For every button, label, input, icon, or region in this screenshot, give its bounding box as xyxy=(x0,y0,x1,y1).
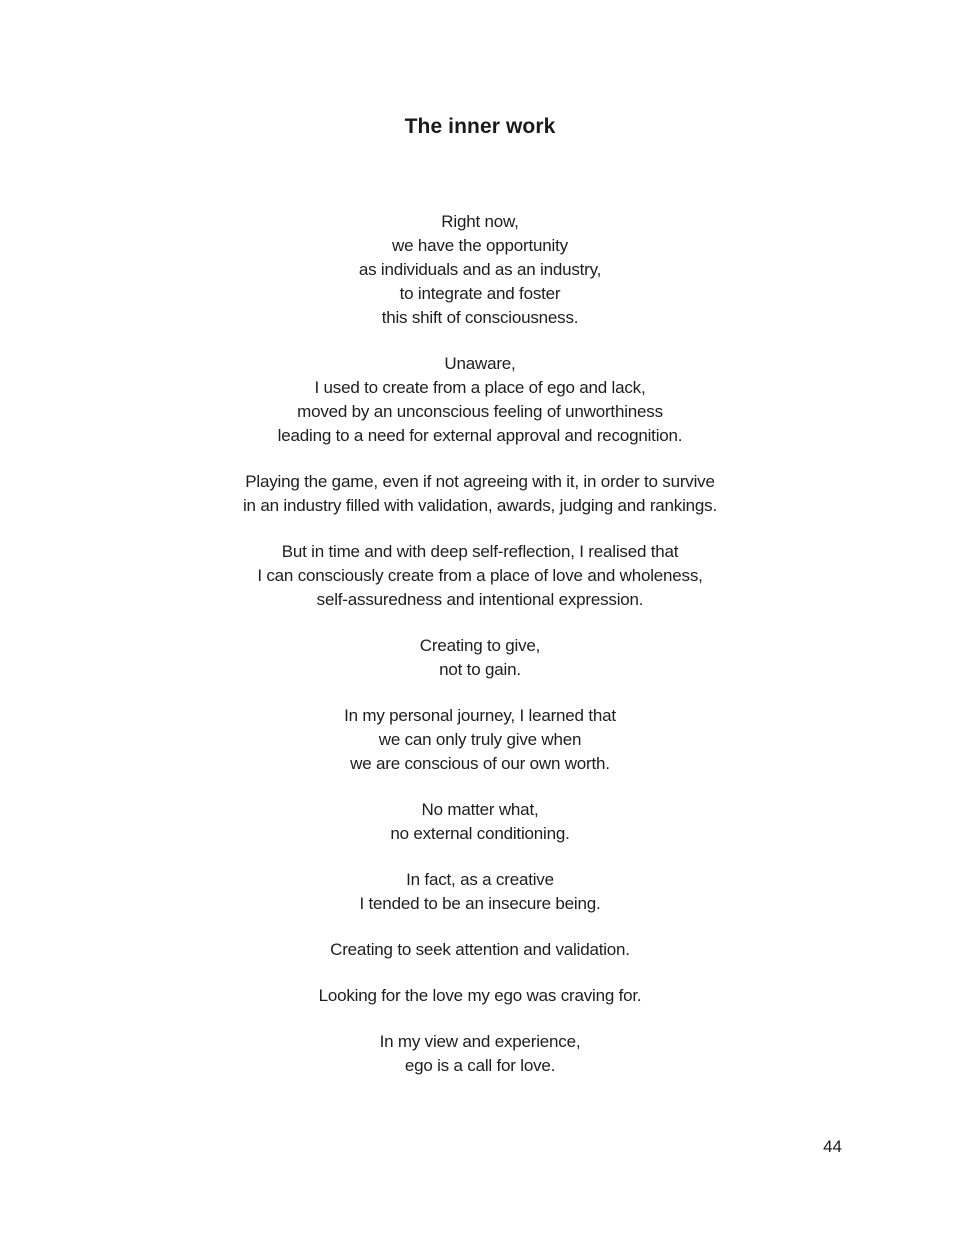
poem-line: I used to create from a place of ego and lack, xyxy=(314,378,646,397)
poem-line: Creating to seek attention and validation. xyxy=(330,940,630,959)
poem-line: Unaware, xyxy=(444,354,516,373)
poem-line: no external conditioning. xyxy=(390,824,570,843)
poem-line: this shift of consciousness. xyxy=(381,308,579,327)
poem-line: moved by an unconscious feeling of unworthiness xyxy=(297,402,663,421)
poem-line: I can consciously create from a place of love and wholeness, xyxy=(257,566,703,585)
stanza-8 xyxy=(0,868,960,916)
stanza-4 xyxy=(0,540,960,612)
page-number: 44 xyxy=(823,1137,842,1156)
poem-line: we can only truly give when xyxy=(378,730,582,749)
poem-line: we have the opportunity xyxy=(392,236,568,255)
poem-line: Playing the game, even if not agreeing with it, in order to survive xyxy=(245,472,715,491)
stanza-7 xyxy=(0,798,960,846)
stanza-3 xyxy=(0,470,960,518)
poem-line: as individuals and as an industry, xyxy=(358,260,602,279)
poem-line: to integrate and foster xyxy=(399,284,561,303)
stanza-5 xyxy=(0,634,960,682)
poem-line: I tended to be an insecure being. xyxy=(359,894,601,913)
poem-line: we are conscious of our own worth. xyxy=(350,754,610,773)
page-title: The inner work xyxy=(404,115,556,138)
poem-line: Looking for the love my ego was craving for. xyxy=(318,986,642,1005)
poem-body xyxy=(0,210,960,1078)
poem-line: Right now, xyxy=(441,212,519,231)
poem-line: not to gain. xyxy=(439,660,521,679)
poem-line: leading to a need for external approval and recognition. xyxy=(277,426,683,445)
stanza-6 xyxy=(0,704,960,776)
poem-line: Creating to give, xyxy=(419,636,541,655)
poem-line: But in time and with deep self-reflection, I realised that xyxy=(281,542,679,561)
poem-line: self-assuredness and intentional expression. xyxy=(316,590,644,609)
stanza-9 xyxy=(0,938,960,962)
poem-line: No matter what, xyxy=(421,800,539,819)
poem-line: In fact, as a creative xyxy=(406,870,554,889)
poem-line: In my personal journey, I learned that xyxy=(344,706,616,725)
stanza-11 xyxy=(0,1030,960,1078)
stanza-2 xyxy=(0,352,960,448)
stanza-10 xyxy=(0,984,960,1008)
poem-line: ego is a call for love. xyxy=(404,1056,556,1075)
poem-line: In my view and experience, xyxy=(379,1032,581,1051)
stanza-1 xyxy=(0,210,960,330)
poem-line: in an industry filled with validation, awards, judging and rankings. xyxy=(242,496,717,515)
